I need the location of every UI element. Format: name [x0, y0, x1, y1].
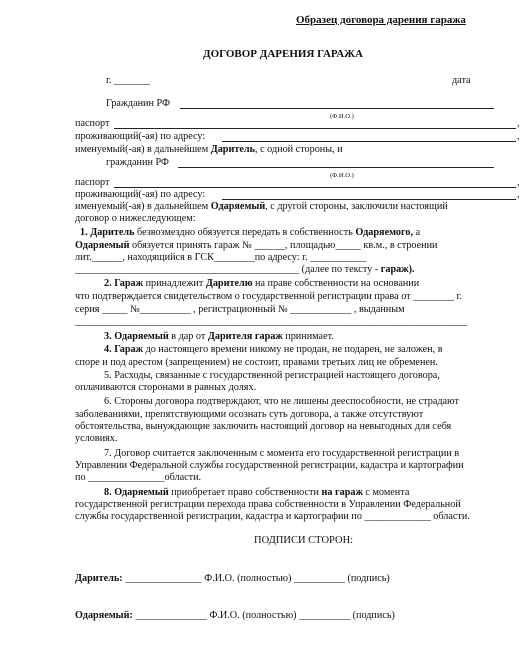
clause-6-line-4: условиях.	[75, 433, 118, 444]
donor-signature-row: Даритель: _______________ Ф.И.О. (полностью) __________ (подпись)	[75, 573, 390, 584]
clause-1-line-4: ____________________________________________ (далее по тексту - гараж).	[75, 264, 415, 275]
clause-1-line-3: лит.______, находящийся в ГСК________по адресу: г. ___________	[75, 252, 367, 263]
fio-caption-1: (Ф.И.О.)	[330, 113, 354, 120]
clause-4-line-1: 4. Гараж до настоящего времени никому не продан, не подарен, не заложен, в	[104, 344, 443, 355]
agreement-line: договор о нижеследующем:	[75, 213, 196, 224]
donee-signature-row: Одаряемый: ______________ Ф.И.О. (полностью) __________ (подпись)	[75, 610, 395, 621]
date-label: дата	[452, 75, 471, 86]
residing-line-2	[222, 199, 516, 200]
passport-label-2: паспорт	[75, 177, 110, 188]
clause-8-line-3: службы государственной регистрации, кадастра и картографии по _____________ области.	[75, 511, 470, 522]
clause-4-line-2: споре и под арестом (запрещением) не состоит, правами третьих лиц не обременен.	[75, 357, 438, 368]
clause-2-line-3: серия _____ №__________ , регистрационный № ____________ , выданным	[75, 304, 405, 315]
clause-5-line-2: оплачиваются сторонами в равных долях.	[75, 382, 257, 393]
fio-caption-2: (Ф.И.О.)	[330, 172, 354, 179]
residing-label-2: проживающий(-ая) по адресу:	[75, 189, 206, 200]
passport-line-1	[114, 128, 516, 129]
named-donee: именуемый(-ая) в дальнейшем Одаряемый, с другой стороны, заключили настоящий	[75, 201, 448, 212]
citizen2-line	[178, 167, 494, 168]
clause-1-line-1: 1. Даритель безвозмездно обязуется передать в собственность Одаряемого, а	[80, 227, 421, 238]
passport-line-2	[114, 187, 516, 188]
clause-2-line-1: 2. Гараж принадлежит Дарителю на праве собственности на основании	[104, 278, 420, 289]
passport-label-1: паспорт	[75, 118, 110, 129]
residing-label-1: проживающий(-ая) по адресу:	[75, 131, 206, 142]
clause-7-line-3: по _______________области.	[75, 472, 202, 483]
document-page: Образец договора дарения гаража ДОГОВОР ДАРЕНИЯ ГАРАЖА г. _______ дата Гражданин РФ (Ф.И.О.) паспорт , проживающий(-ая) по адресу: , именуемый(-ая) в дальнейшем Даритель, с одной стороны, и гражданин РФ (Ф.И.О.) паспорт , проживающий(-ая) по адресу: , именуемый(-ая) в дальнейшем Одаряемый, с другой стороны, заключили настоящий договор о нижеследующем: 1. Даритель безвозмездно обязуется передать в собственность Одаряемого, а Одаряемый обязуется принять гараж № ______, площадью_____ кв.м., в строении лит.______, находящийся в ГСК________по адресу: г. ___________ ____________________________________________ (далее по тексту - гараж). 2. Гараж принадлежит Дарителю на праве собственности на основании что подтверждается свидетельством о государственной регистрации права от ________ г. серия _____ №__________ , регистрационный № ____________ , выданным _____________________________________________________________________________ 3. Одаряемый в дар от Дарителя гараж принимает. 4. Гараж до настоящего времени никому не продан, не подарен, не заложен, в споре и под арестом (запрещением) не состоит, правами третьих лиц не обременен. 5. Расходы, связанные с государственной регистрацией настоящего договора, оплачиваются сторонами в равных долях. 6. Стороны договора подтверждают, что не лишены дееспособности, не страдают заболеваниями, препятствующими осознать суть договора, а также отсутствуют обстоятельства, вынуждающие заключить настоящий договор на невыгодных для себя условиях. 7. Договор считается заключенным с момента его государственной регистрации в Управлении Федеральной службы государственной регистрации, кадастра и картографии по _______________области. 8. Одаряемый приобретает право собственности на гараж с момента государственной регистрации перехода права собственности в Управлении Федеральной службы государственной регистрации, кадастра и картографии по _____________ области. ПОДПИСИ СТОРОН: Даритель: _______________ Ф.И.О. (полностью) __________ (подпись) Одаряемый: ______________ Ф.И.О. (полностью) __________ (подпись)	[75, 14, 520, 621]
named-donor: именуемый(-ая) в дальнейшем Даритель, с одной стороны, и	[75, 144, 343, 155]
clause-6-line-3: обстоятельства, вынуждающие заключить настоящий договор на невыгодных для себя	[75, 421, 452, 432]
clause-7-line-1: 7. Договор считается заключенным с момента его государственной регистрации в	[104, 448, 460, 459]
clause-7-line-2: Управлении Федеральной службы государственной регистрации, кадастра и картографии	[75, 460, 464, 471]
citizen2-label: гражданин РФ	[106, 157, 169, 168]
clause-1-line-2: Одаряемый обязуется принять гараж № ______, площадью_____ кв.м., в строении	[75, 240, 438, 251]
clause-8-line-1: 8. Одаряемый приобретает право собственности на гараж с момента	[104, 487, 410, 498]
citizen1-line	[180, 108, 494, 109]
clause-2-line-2: что подтверждается свидетельством о государственной регистрации права от ________ г.	[75, 291, 463, 302]
clause-8-line-2: государственной регистрации перехода права собственности в Управлении Федеральной	[75, 499, 461, 510]
residing-line-1	[222, 141, 516, 142]
clause-3: 3. Одаряемый в дар от Дарителя гараж принимает.	[104, 331, 334, 342]
clause-5-line-1: 5. Расходы, связанные с государственной регистрацией настоящего договора,	[104, 370, 440, 381]
signatures-heading: ПОДПИСИ СТОРОН:	[254, 535, 354, 546]
top-title: Образец договора дарения гаража	[296, 14, 466, 26]
clause-6-line-2: заболеваниями, препятствующими осознать суть договора, а также отсутствуют	[75, 409, 424, 420]
document-title: ДОГОВОР ДАРЕНИЯ ГАРАЖА	[203, 48, 363, 60]
clause-2-line-4: _____________________________________________________________________________	[75, 316, 468, 327]
city-field: г. _______	[106, 75, 150, 86]
clause-6-line-1: 6. Стороны договора подтверждают, что не лишены дееспособности, не страдают	[104, 396, 459, 407]
citizen1-label: Гражданин РФ	[106, 98, 171, 109]
